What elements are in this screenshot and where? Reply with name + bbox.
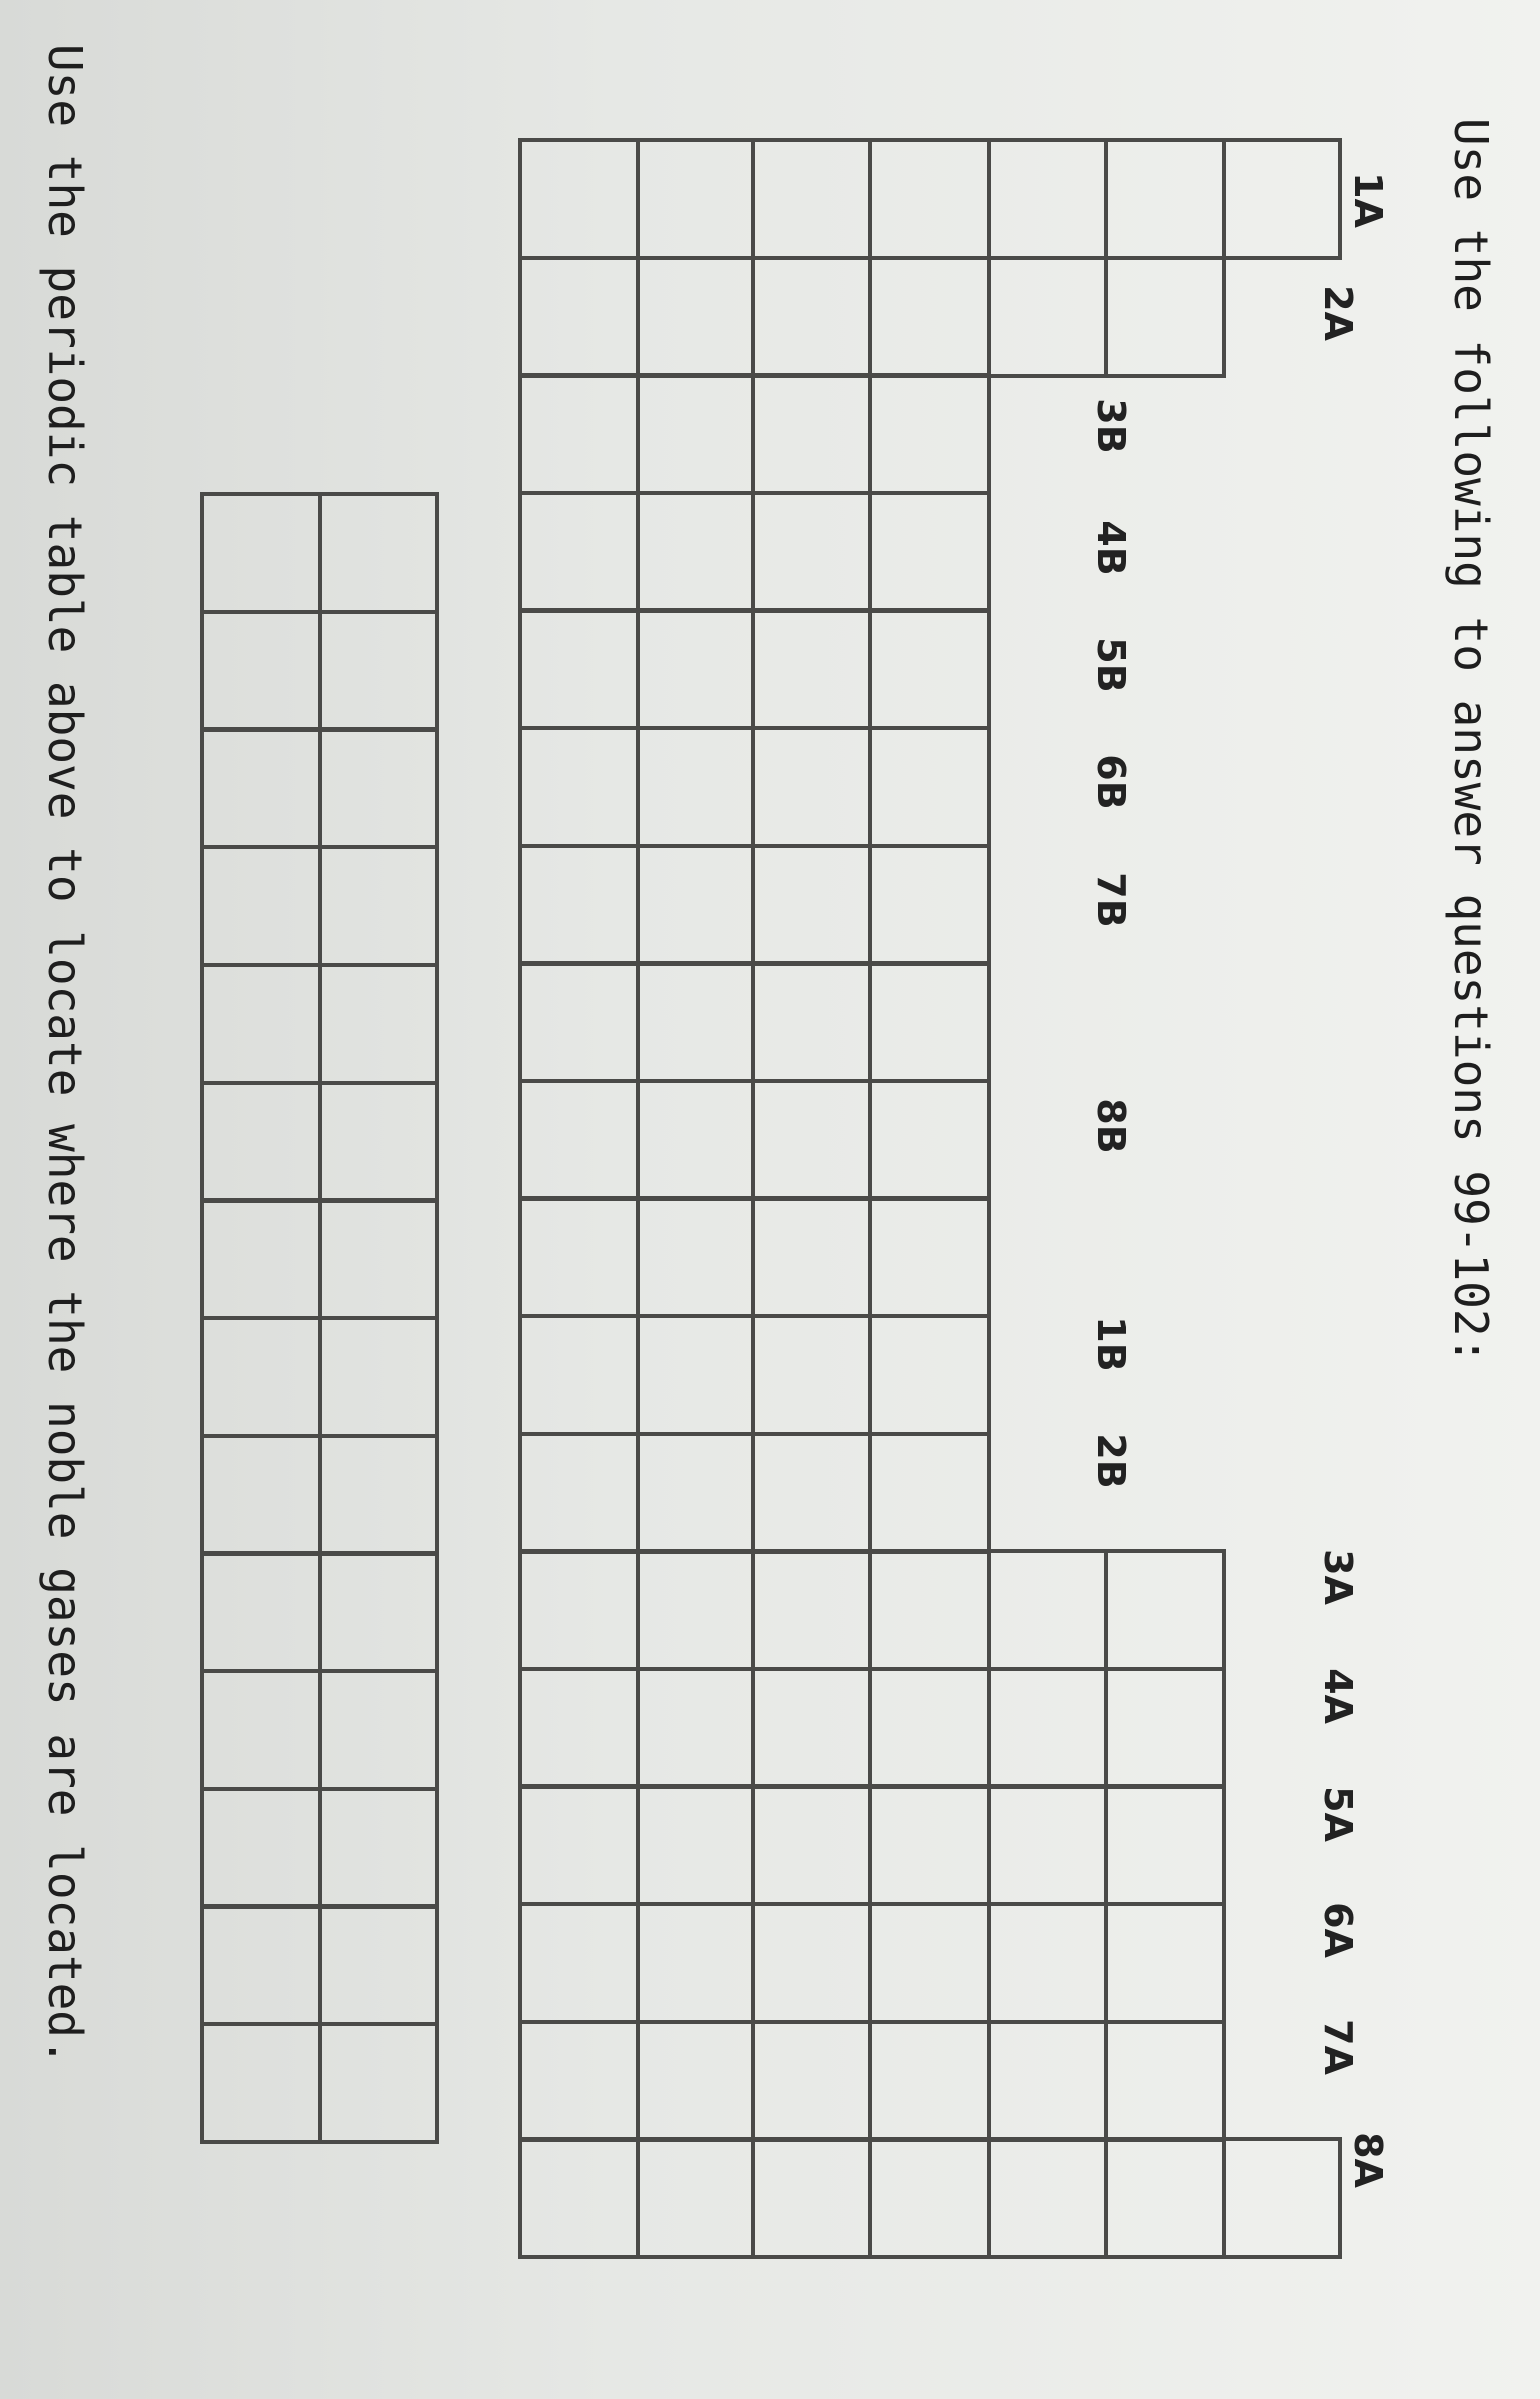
rare-earth-cell: [318, 727, 439, 849]
element-cell: [636, 1432, 755, 1554]
rare-earth-cell: [200, 1081, 322, 1203]
rare-earth-cell: [318, 1787, 439, 1909]
element-cell: [751, 1314, 872, 1436]
group-label-3b: 3B: [1089, 398, 1133, 454]
element-cell: [751, 844, 872, 966]
element-cell: [636, 1079, 755, 1201]
rare-earth-cell: [318, 1669, 439, 1791]
element-cell: [868, 1079, 991, 1201]
element-cell: [518, 844, 640, 966]
element-cell: [987, 1667, 1108, 1789]
element-cell: [868, 2020, 991, 2142]
rare-earth-cell: [200, 727, 322, 849]
element-cell: [636, 1902, 755, 2024]
element-cell: [987, 1549, 1108, 1671]
rare-earth-cell: [200, 610, 322, 732]
group-label-7a: 7A: [1316, 2019, 1360, 2075]
element-cell: [751, 1784, 872, 1906]
element-cell: [1104, 2020, 1226, 2142]
rare-earth-cell: [200, 845, 322, 967]
element-cell: [518, 1902, 640, 2024]
element-cell: [1222, 138, 1342, 260]
group-label-4b: 4B: [1089, 520, 1133, 576]
rare-earth-cell: [200, 1434, 322, 1556]
element-cell: [636, 138, 755, 260]
group-label-8a: 8A: [1346, 2132, 1390, 2188]
element-cell: [868, 1314, 991, 1436]
element-cell: [518, 726, 640, 848]
element-cell: [518, 1314, 640, 1436]
rare-earth-cell: [318, 2022, 439, 2144]
element-cell: [636, 608, 755, 730]
rare-earth-cell: [200, 1669, 322, 1791]
element-cell: [518, 1549, 640, 1671]
element-cell: [751, 1079, 872, 1201]
group-label-5a: 5A: [1316, 1786, 1360, 1842]
element-cell: [751, 2137, 872, 2259]
element-cell: [518, 1784, 640, 1906]
rare-earth-cell: [318, 1081, 439, 1203]
element-cell: [636, 256, 755, 378]
element-cell: [518, 1667, 640, 1789]
element-cell: [636, 1314, 755, 1436]
element-cell: [636, 2020, 755, 2142]
rare-earth-cell: [200, 1316, 322, 1438]
element-cell: [518, 373, 640, 495]
element-cell: [987, 2020, 1108, 2142]
group-label-6b: 6B: [1089, 754, 1133, 810]
rare-earth-cell: [318, 963, 439, 1085]
element-cell: [868, 373, 991, 495]
rare-earth-cell: [318, 1198, 439, 1320]
element-cell: [751, 1549, 872, 1671]
instruction-top: Use the following to answer questions 99-102:: [1444, 118, 1498, 1365]
rare-earth-cell: [318, 1434, 439, 1556]
rare-earth-cell: [200, 1787, 322, 1909]
group-label-2a: 2A: [1316, 285, 1360, 341]
rare-earth-cell: [200, 2022, 322, 2144]
element-cell: [1222, 2137, 1342, 2259]
element-cell: [751, 961, 872, 1083]
element-cell: [518, 1196, 640, 1318]
element-cell: [987, 1902, 1108, 2024]
element-cell: [518, 256, 640, 378]
element-cell: [751, 1196, 872, 1318]
element-cell: [636, 1667, 755, 1789]
rare-earth-cell: [200, 492, 322, 614]
group-label-4a: 4A: [1316, 1668, 1360, 1724]
element-cell: [518, 961, 640, 1083]
element-cell: [868, 256, 991, 378]
rare-earth-cell: [318, 610, 439, 732]
element-cell: [751, 1667, 872, 1789]
element-cell: [636, 961, 755, 1083]
group-label-7b: 7B: [1089, 872, 1133, 928]
element-cell: [868, 1667, 991, 1789]
element-cell: [868, 961, 991, 1083]
element-cell: [636, 373, 755, 495]
element-cell: [868, 608, 991, 730]
element-cell: [987, 256, 1108, 378]
element-cell: [868, 1196, 991, 1318]
element-cell: [751, 138, 872, 260]
element-cell: [751, 608, 872, 730]
element-cell: [518, 1079, 640, 1201]
element-cell: [1104, 1902, 1226, 2024]
group-label-8b: 8B: [1089, 1098, 1133, 1154]
element-cell: [868, 2137, 991, 2259]
element-cell: [1104, 1549, 1226, 1671]
element-cell: [751, 726, 872, 848]
instruction-bottom: Use the periodic table above to locate where the noble gases are located.: [38, 44, 92, 2066]
element-cell: [751, 491, 872, 613]
rare-earth-cell: [200, 963, 322, 1085]
group-label-3a: 3A: [1316, 1549, 1360, 1605]
element-cell: [751, 1902, 872, 2024]
group-label-1a: 1A: [1346, 172, 1390, 228]
element-cell: [518, 2020, 640, 2142]
rare-earth-cell: [200, 1551, 322, 1673]
element-cell: [868, 138, 991, 260]
element-cell: [518, 608, 640, 730]
element-cell: [1104, 1784, 1226, 1906]
element-cell: [636, 2137, 755, 2259]
group-label-1b: 1B: [1089, 1316, 1133, 1372]
rare-earth-cell: [318, 492, 439, 614]
rare-earth-cell: [318, 1904, 439, 2026]
element-cell: [751, 256, 872, 378]
element-cell: [1104, 2137, 1226, 2259]
element-cell: [868, 726, 991, 848]
element-cell: [868, 1784, 991, 1906]
rare-earth-cell: [200, 1198, 322, 1320]
group-label-5b: 5B: [1089, 637, 1133, 693]
element-cell: [751, 373, 872, 495]
element-cell: [751, 2020, 872, 2142]
element-cell: [868, 1432, 991, 1554]
element-cell: [987, 2137, 1108, 2259]
rare-earth-cell: [200, 1904, 322, 2026]
element-cell: [636, 1549, 755, 1671]
element-cell: [751, 1432, 872, 1554]
group-label-2b: 2B: [1089, 1433, 1133, 1489]
element-cell: [1104, 138, 1226, 260]
element-cell: [868, 1902, 991, 2024]
rare-earth-cell: [318, 1551, 439, 1673]
element-cell: [636, 491, 755, 613]
element-cell: [1104, 1667, 1226, 1789]
element-cell: [636, 844, 755, 966]
group-label-6a: 6A: [1316, 1902, 1360, 1958]
element-cell: [636, 1784, 755, 1906]
element-cell: [868, 491, 991, 613]
element-cell: [518, 491, 640, 613]
element-cell: [868, 844, 991, 966]
element-cell: [1104, 256, 1226, 378]
rare-earth-cell: [318, 845, 439, 967]
element-cell: [518, 138, 640, 260]
element-cell: [987, 1784, 1108, 1906]
element-cell: [987, 138, 1108, 260]
rare-earth-cell: [318, 1316, 439, 1438]
element-cell: [518, 1432, 640, 1554]
element-cell: [518, 2137, 640, 2259]
element-cell: [636, 726, 755, 848]
element-cell: [636, 1196, 755, 1318]
element-cell: [868, 1549, 991, 1671]
